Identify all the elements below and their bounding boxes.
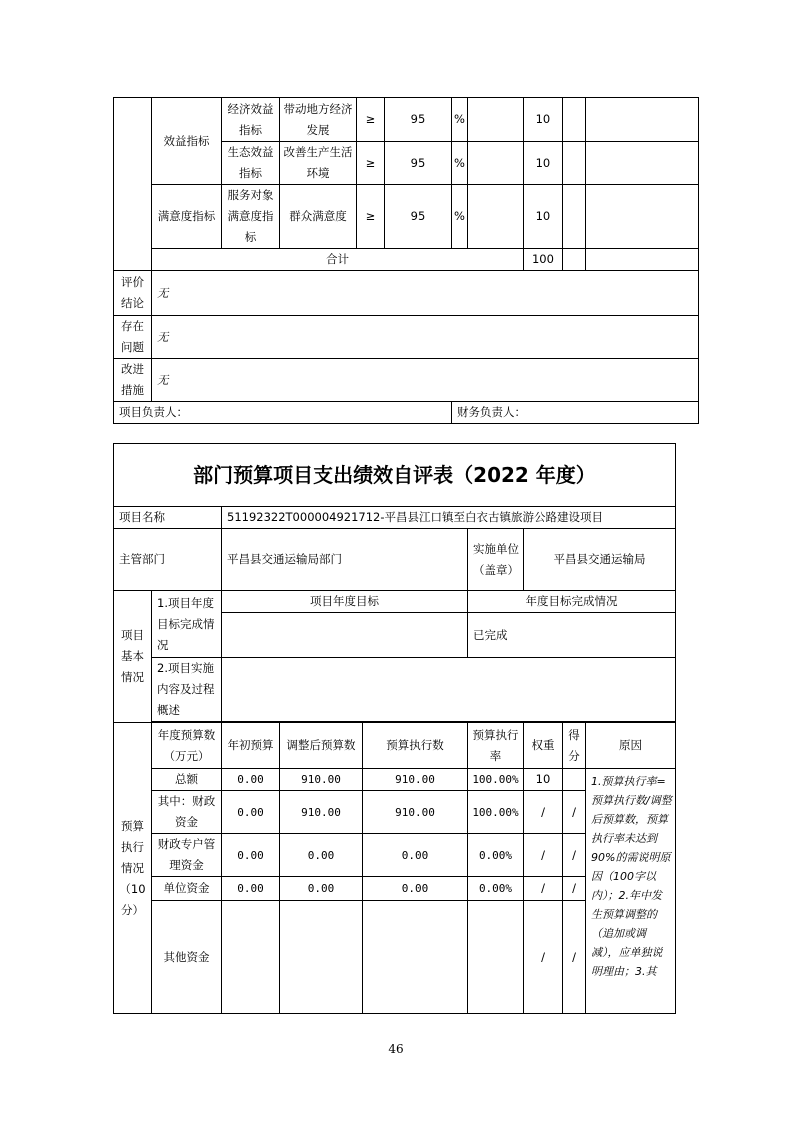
actual-value-cell [467, 142, 523, 185]
evaluation-row [114, 271, 699, 316]
remark-cell [585, 142, 698, 185]
budget-score: / [563, 877, 586, 901]
budget-row-name: 其他资金 [152, 901, 222, 1014]
budget-weight: / [524, 791, 563, 834]
reason-header: 原因 [586, 723, 676, 769]
indicator-cell: 群众满意度 [280, 185, 357, 249]
budget-rate: 100.00% [468, 791, 524, 834]
score-cell [562, 98, 585, 142]
budget-rate [468, 901, 524, 1014]
budget-initial: 0.00 [222, 791, 280, 834]
level3-cell: 生态效益指标 [222, 142, 280, 185]
goal-header-row [114, 591, 676, 613]
weight-cell: 10 [523, 98, 562, 142]
problems-row [114, 316, 699, 359]
improve-row [114, 359, 699, 402]
unit-cell: % [452, 98, 468, 142]
goal-value [222, 613, 468, 658]
evaluation-value: 无 [152, 271, 699, 316]
budget-rate: 0.00% [468, 877, 524, 901]
goal-completion-label: 1.项目年度目标完成情况 [152, 591, 222, 658]
process-row [114, 658, 676, 722]
unit-cell: % [452, 185, 468, 249]
fund-header: 年度预算数（万元） [152, 723, 222, 769]
budget-weight: / [524, 877, 563, 901]
evaluation-label: 评价结论 [114, 271, 152, 316]
budget-executed: 0.00 [363, 834, 468, 877]
budget-rate: 0.00% [468, 834, 524, 877]
budget-adjusted: 910.00 [280, 791, 363, 834]
score-cell [562, 185, 585, 249]
budget-adjusted: 0.00 [280, 877, 363, 901]
initial-header: 年初预算 [222, 723, 280, 769]
goal-header: 项目年度目标 [222, 591, 468, 613]
dept-label: 主管部门 [114, 529, 222, 591]
budget-score: / [563, 834, 586, 877]
dept-value: 平昌县交通运输局部门 [222, 529, 468, 591]
improve-label: 改进措施 [114, 359, 152, 402]
total-remark [585, 249, 698, 271]
budget-adjusted: 910.00 [280, 769, 363, 791]
level1-cell [114, 98, 152, 271]
budget-weight: / [524, 901, 563, 1014]
indicator-cell: 改善生产生活环境 [280, 142, 357, 185]
budget-adjusted [280, 901, 363, 1014]
level3-cell: 经济效益指标 [222, 98, 280, 142]
impl-unit-label: 实施单位（盖章） [468, 529, 524, 591]
problems-label: 存在问题 [114, 316, 152, 359]
indicator-cell: 带动地方经济发展 [280, 98, 357, 142]
actual-value-cell [467, 185, 523, 249]
budget-initial: 0.00 [222, 834, 280, 877]
target-value-cell: 95 [385, 142, 452, 185]
budget-weight: 10 [524, 769, 563, 791]
budget-executed [363, 901, 468, 1014]
budget-row-name: 总额 [152, 769, 222, 791]
project-name-row [114, 507, 676, 529]
budget-score: / [563, 791, 586, 834]
score-header: 得分 [563, 723, 586, 769]
budget-row [114, 769, 676, 791]
problems-value: 无 [152, 316, 699, 359]
budget-rate: 100.00% [468, 769, 524, 791]
operator-cell: ≥ [357, 98, 385, 142]
level3-cell: 服务对象满意度指标 [222, 185, 280, 249]
budget-executed: 0.00 [363, 877, 468, 901]
improve-value: 无 [152, 359, 699, 402]
budget-self-evaluation-table [113, 443, 676, 1014]
target-value-cell: 95 [385, 185, 452, 249]
budget-weight: / [524, 834, 563, 877]
impl-unit-value: 平昌县交通运输局 [524, 529, 676, 591]
score-cell [562, 142, 585, 185]
project-owner-label: 项目负责人： [114, 402, 452, 424]
level2-cell: 效益指标 [152, 98, 222, 185]
remark-cell [585, 185, 698, 249]
process-label: 2.项目实施内容及过程概述 [152, 658, 222, 722]
signature-row [114, 402, 699, 424]
budget-score: / [563, 901, 586, 1014]
adjusted-header: 调整后预算数 [280, 723, 363, 769]
page-title: 部门预算项目支出绩效自评表（2022 年度） [114, 444, 676, 507]
budget-row-name: 单位资金 [152, 877, 222, 901]
weight-header: 权重 [524, 723, 563, 769]
performance-indicator-table [113, 97, 699, 424]
title-row [114, 444, 676, 507]
weight-cell: 10 [523, 142, 562, 185]
budget-row-name: 财政专户管理资金 [152, 834, 222, 877]
indicator-row [114, 98, 699, 142]
weight-cell: 10 [523, 185, 562, 249]
finance-owner-label: 财务负责人： [452, 402, 699, 424]
budget-initial: 0.00 [222, 877, 280, 901]
level2-cell: 满意度指标 [152, 185, 222, 249]
budget-row-name: 其中：财政资金 [152, 791, 222, 834]
completion-header: 年度目标完成情况 [468, 591, 676, 613]
completion-value: 已完成 [468, 613, 676, 658]
budget-adjusted: 0.00 [280, 834, 363, 877]
basic-info-label: 项目基本情况 [114, 591, 152, 723]
indicator-row [114, 185, 699, 249]
target-value-cell: 95 [385, 98, 452, 142]
budget-exec-label: 预算执行情况（10分） [114, 723, 152, 1014]
actual-value-cell [467, 98, 523, 142]
process-value [222, 658, 676, 722]
reason-text: 1.预算执行率=预算执行数/调整后预算数，预算执行率未达到90%的需说明原因（100字以内）；2.年中发生预算调整的（追加或调减），应单独说明理由；3.其 [586, 769, 676, 1014]
total-row [114, 249, 699, 271]
total-label: 合计 [152, 249, 524, 271]
total-weight: 100 [523, 249, 562, 271]
executed-header: 预算执行数 [363, 723, 468, 769]
dept-row [114, 529, 676, 591]
project-name-label: 项目名称 [114, 507, 222, 529]
rate-header: 预算执行率 [468, 723, 524, 769]
budget-executed: 910.00 [363, 769, 468, 791]
unit-cell: % [452, 142, 468, 185]
operator-cell: ≥ [357, 142, 385, 185]
budget-initial: 0.00 [222, 769, 280, 791]
operator-cell: ≥ [357, 185, 385, 249]
budget-executed: 910.00 [363, 791, 468, 834]
remark-cell [585, 98, 698, 142]
project-name-value: 51192322T000004921712-平昌县江口镇至白衣古镇旅游公路建设项目 [222, 507, 676, 529]
budget-score [563, 769, 586, 791]
budget-header-row [114, 723, 676, 769]
total-score [562, 249, 585, 271]
budget-initial [222, 901, 280, 1014]
page-number: 46 [388, 1042, 404, 1056]
